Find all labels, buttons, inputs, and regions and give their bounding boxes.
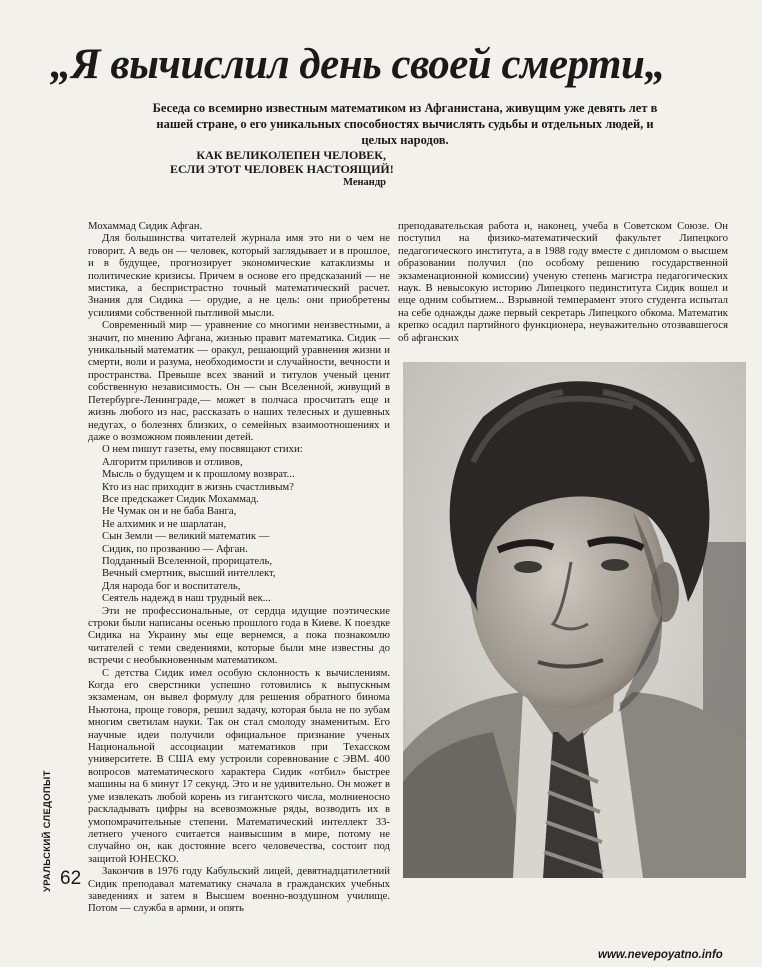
article-column-left	[88, 220, 390, 915]
epigraph-author: Менандр	[343, 177, 386, 188]
source-watermark: www.nevероyatno.info	[598, 949, 723, 961]
portrait-illustration	[403, 362, 746, 878]
epigraph	[170, 148, 394, 190]
article-subtitle: Беседа со всемирно известным математиком из Афганистана, живущим уже девять лет в нашей стране, о его уникальных способностях вычислять судьбы и отдельных людей, и целых народов.	[152, 101, 658, 147]
poem-line: Вечный смертник, высший интеллект,	[102, 567, 276, 580]
poem-line: Подданный Вселенной, прорицатель,	[102, 554, 273, 567]
paragraph: О нем пишут газеты, ему посвящают стихи:	[102, 443, 303, 456]
paragraph: Современный мир — уравнение со многими неизвестными, а значит, по мнению Афгана, жизнью правит математика. Сидик — уникальный математик — оракул, решающий уравнения жизни и смерти, воли и разума, необходимости и случайности, вечности и пространства. Превыше всех званий и титулов ученый ценит собственную независимость. Он — сын Вселенной, живущий в Петербурге-Ленинграде,— может в полчаса просчитать еще и жизнь любого из нас, рассказать о наших телесных и душевных недугах, о болезнях близких, о семейных взаимоотношениях и даже о возможном появлении детей.	[88, 319, 390, 443]
poem-line: Мысль о будущем и к прошлому возврат...	[102, 468, 295, 481]
epigraph-line: КАК ВЕЛИКОЛЕПЕН ЧЕЛОВЕК,	[196, 148, 386, 162]
page-number: 62	[60, 868, 82, 889]
article-column-right	[398, 220, 728, 342]
poem-line: Алгоритм приливов и отливов,	[102, 455, 243, 468]
paragraph: Эти не профессиональные, от сердца идущие поэтические строки были написаны осенью прошлого года в Киеве. К поездке Сидика на Украину мы еще вернемся, а пока познакомлю читателей с теми сведениями, которые были мне известны до встречи с необыкновенным математиком.	[88, 604, 390, 667]
portrait-photo	[403, 362, 746, 878]
paragraph: Мохаммад Сидик Афган.	[88, 220, 203, 232]
poem-line: Не Чумак он и не баба Ванга,	[102, 505, 237, 518]
article-title: „Я вычислил день своей смерти„	[50, 41, 666, 88]
paragraph: Для большинства читателей журнала имя это ни о чем не говорит. А ведь он — человек, который заглядывает и в прошлое, и в будущее, прогнозирует экономические катаклизмы и политические кризисы. Причем в основе его предсказаний — не мистика, а беспристрастно точный математический расчет. Знания для Сидика — орудие, а не цель: они приобретены усилиями собственной пытливой мысли.	[88, 232, 390, 319]
poem-line: Сеятель надежд в наш трудный век...	[102, 592, 271, 605]
poem-line: Сидик, по прозванию — Афган.	[102, 542, 248, 555]
epigraph-line: ЕСЛИ ЭТОТ ЧЕЛОВЕК НАСТОЯЩИЙ!	[170, 162, 394, 176]
paragraph: С детства Сидик имел особую склонность к вычислениям. Когда его сверстники успешно готовились к выпускным экзаменам, он вывел формулу для решения обратного бинома Ньютона, проще говоря, решил задачу, которая была не по зубам многим светилам науки. Так он стал смолоду знаменитым. Его научные идеи получили официальное признание ученых Национальной ассоциации математиков при Техасском университете. В США ему устроили соревнование с ЭВМ. 400 вопросов математического характера Сидик «отбил» быстрее машины на 6 минут 17 секунд. Это и не удивительно. Он может в уме извлекать любой корень из гигантского числа, молниеносно раскладывать цифры на всевозможные ряды, возводить их в умопомрачительные степени. Математический интеллект 33-летнего ученого считается наивысшим в мире, потому не случайно он, как достояние всего человечества, состоит под защитой ЮНЕСКО.	[88, 666, 390, 865]
poem	[102, 456, 390, 605]
paragraph: Закончив в 1976 году Кабульский лицей, девятнадцатилетний Сидик преподавал математику сначала в гражданских учебных заведениях и затем в Высшем военно-воздушном училище. Потом — служба в армии, и опять	[88, 865, 390, 915]
paragraph: преподавательская работа и, наконец, учеба в Советском Союзе. Он поступил на физико-математический факультет Липецкого педагогического института, а в 1988 году вместе с дипломом о высшем образовании получил (по особому решению государственной экзаменационной комиссии) ученую степень магистра педагогических наук. В невысокую историю Липецкого пединститута Сидик вошел и еще одним событием... Взрывной темперамент этого студента испытал на себе однажды даже первый секретарь Липецкого обкома. Математик крепко осадил партийного функционера, неуважительно отозвавшегося об афганских	[398, 220, 728, 344]
poem-line: Для народа бог и воспитатель,	[102, 579, 241, 592]
poem-line: Сын Земли — великий математик —	[102, 530, 270, 543]
poem-line: Не алхимик и не шарлатан,	[102, 517, 227, 530]
poem-line: Кто из нас приходит в жизнь счастливым?	[102, 480, 294, 493]
poem-line: Все предскажет Сидик Мохаммад.	[102, 492, 259, 505]
magazine-name: УРАЛЬСКИЙ СЛЕДОПЫТ	[42, 770, 53, 892]
